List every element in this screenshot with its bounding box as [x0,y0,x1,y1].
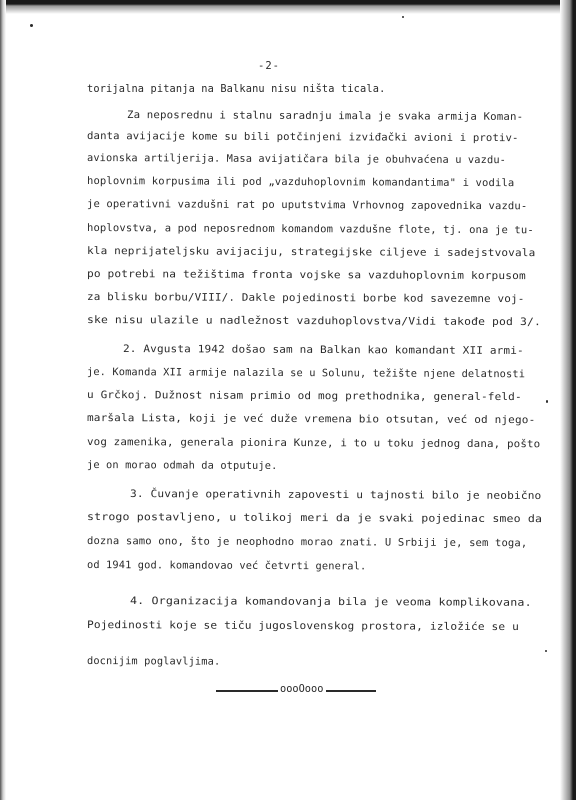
text-line: dozna samo ono, što je neophodno morao znati. U Srbiji je, sem toga, [86,535,528,550]
text-line: vog zamenika, generala pionira Kunze, i to u toku jednog dana, pošto [86,436,541,451]
end-mark [216,683,376,697]
text-line: Za neposrednu i stalnu saradnju imala je svaka armija Koman- [126,109,524,123]
page-number: -2- [258,60,280,72]
text-line: 4. Organizacija komandovanja bila je veoma komplikovana. [129,595,532,609]
text-line: hoplovnim korpusima ili pod „vazduhoplovnim komandantima" i vodila [86,175,515,190]
text-line: ske nisu ulazile u nadležnost vazduhoplovstva/Vidi takođe pod 3/. [86,314,542,329]
text-line: 3. Čuvanje operativnih zapovesti u tajnosti bilo je neobično [129,488,542,502]
text-line: hoplovstva, a pod neposrednom komandom vazdušne flote, tj. ona je tu- [86,222,534,237]
text-line: 2. Avgusta 1942 došao sam na Balkan kao komandant XII armi- [122,343,524,357]
page-edge-left [0,0,6,800]
text-line: od 1941 god. komandovao već četvrti general. [86,559,367,573]
end-rule-left [216,690,278,692]
scan-speck [545,650,547,652]
scan-speck [402,16,404,18]
text-line: strogo postavljeno, u tolikoj meri da je svaki pojedinac smeo da [86,511,543,526]
scan-speck [546,400,548,403]
page-edge-top [0,0,576,14]
text-line: po potrebi na težištima fronta vojske sa vazduhoplovnim korpusom [86,268,526,283]
text-line: avionska artiljerija. Masa avijatičara bila je obuhvaćena u vazdu- [86,152,507,167]
text-line: je on morao odmah da otputuje. [86,459,278,472]
text-line: danta avijacije kome su bili potčinjeni izviđački avioni i protiv- [86,130,519,145]
text-line: Pojedinosti koje se tiču jugoslovenskog prostora, izložiće se u [86,619,520,634]
end-rule-right [326,690,376,692]
text-line: je operativni vazdušni rat po uputstvima Vrhovnog zapovednika vazdu- [86,198,528,213]
text-line: u Grčkoj. Dužnost nisam primio od mog prethodnika, general-feld- [86,389,522,404]
scan-speck [30,24,33,27]
text-line: docnijim poglavljima. [86,655,221,668]
text-line: kla neprijateljsku avijaciju, strategijske ciljeve i sadejstvovala [86,245,536,260]
text-line: za blisku borbu/VIII/. Dakle pojedinosti borbe kod savezemne voj- [86,291,525,306]
text-line: je. Komanda XII armije nalazila se u Solunu, težište njene delatnosti [86,366,526,381]
page-edge-right [560,0,576,800]
text-line: maršala Lista, koji je već duže vremena bio otsutan, već od njego- [86,412,536,427]
text-line: torijalna pitanja na Balkanu nisu ništa ticala. [87,83,386,95]
end-mark-text: oooOooo [280,683,324,695]
